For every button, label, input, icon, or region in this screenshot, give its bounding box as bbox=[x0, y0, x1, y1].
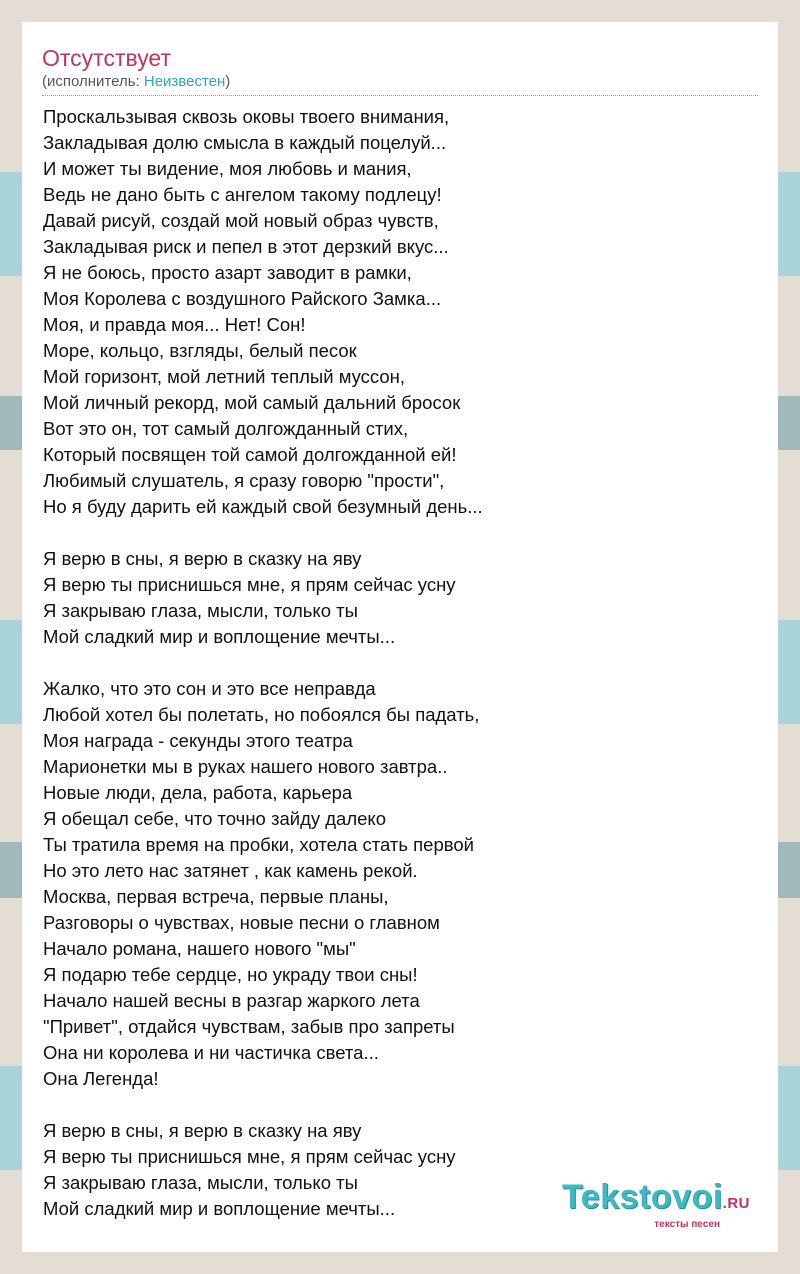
lyric-line: "Привет", отдайся чувствам, забыв про запреты bbox=[43, 1016, 455, 1037]
performer-line bbox=[42, 73, 230, 91]
lyric-line: Давай рисуй, создай мой новый образ чувств, bbox=[43, 210, 439, 231]
lyric-line: Жалко, что это сон и это все неправда bbox=[43, 678, 376, 699]
lyric-line: Любой хотел бы полетать, но побоялся бы падать, bbox=[43, 704, 480, 725]
lyric-line: Москва, первая встреча, первые планы, bbox=[43, 886, 389, 907]
lyric-line: Я закрываю глаза, мысли, только ты bbox=[43, 1172, 358, 1193]
lyric-line: Мой сладкий мир и воплощение мечты... bbox=[43, 626, 396, 647]
lyric-line: Ведь не дано быть с ангелом такому подлецу! bbox=[43, 184, 442, 205]
lyric-line: Начало нашей весны в разгар жаркого лета bbox=[43, 990, 420, 1011]
logo-subtitle: тексты песен bbox=[654, 1219, 720, 1230]
header-divider bbox=[42, 95, 758, 96]
lyric-line: Мой сладкий мир и воплощение мечты... bbox=[43, 1198, 396, 1219]
lyric-line: Любимый слушатель, я сразу говорю "прости", bbox=[43, 470, 445, 491]
lyric-line: Мой личный рекорд, мой самый дальний бросок bbox=[43, 392, 461, 413]
lyric-line: Проскальзывая сквозь оковы твоего внимания, bbox=[43, 106, 450, 127]
lyric-line: Она Легенда! bbox=[43, 1068, 159, 1089]
performer-suffix: ) bbox=[225, 73, 231, 90]
performer-name-link[interactable]: Неизвестен bbox=[143, 73, 226, 90]
lyrics-card bbox=[22, 22, 778, 1252]
lyric-line: Но это лето нас затянет , как камень рекой. bbox=[43, 860, 418, 881]
lyric-line: Разговоры о чувствах, новые песни о главном bbox=[43, 912, 440, 933]
lyrics-text bbox=[43, 104, 483, 1222]
logo-word: Tekstovoi bbox=[561, 1178, 723, 1216]
lyric-line: Вот это он, тот самый долгожданный стих, bbox=[43, 418, 409, 439]
lyric-line: Марионетки мы в руках нашего нового завтра.. bbox=[43, 756, 448, 777]
logo-tld: .RU bbox=[722, 1195, 750, 1212]
lyric-line: Я не боюсь, просто азарт заводит в рамки, bbox=[43, 262, 412, 283]
lyric-line: Я верю в сны, я верю в сказку на яву bbox=[43, 548, 362, 569]
lyric-line: Море, кольцо, взгляды, белый песок bbox=[43, 340, 357, 361]
lyric-line: Новые люди, дела, работа, карьера bbox=[43, 782, 353, 803]
lyric-line: Моя награда - секунды этого театра bbox=[43, 730, 353, 751]
stanza-gap bbox=[43, 520, 483, 546]
lyric-line: Она ни королева и ни частичка света... bbox=[43, 1042, 379, 1063]
lyric-line: Моя Королева с воздушного Райского Замка... bbox=[43, 288, 442, 309]
lyric-line: Я закрываю глаза, мысли, только ты bbox=[43, 600, 358, 621]
lyric-line: Я обещал себе, что точно зайду далеко bbox=[43, 808, 387, 829]
lyric-line: Я подарю тебе сердце, но украду твои сны! bbox=[43, 964, 418, 985]
stanza-gap bbox=[43, 650, 483, 676]
lyric-line: Моя, и правда моя... Нет! Сон! bbox=[43, 314, 306, 335]
lyric-line: Я верю ты приснишься мне, я прям сейчас усну bbox=[43, 1146, 456, 1167]
lyric-line: И может ты видение, моя любовь и мания, bbox=[43, 158, 412, 179]
lyric-line: Я верю ты приснишься мне, я прям сейчас усну bbox=[43, 574, 456, 595]
lyric-line: Ты тратила время на пробки, хотела стать первой bbox=[43, 834, 475, 855]
lyric-line: Закладывая долю смысла в каждый поцелуй... bbox=[43, 132, 447, 153]
lyric-line: Начало романа, нашего нового "мы" bbox=[43, 938, 356, 959]
lyric-line: Но я буду дарить ей каждый свой безумный день... bbox=[43, 496, 483, 517]
lyric-line: Закладывая риск и пепел в этот дерзкий вкус... bbox=[43, 236, 449, 257]
site-logo[interactable] bbox=[562, 1180, 750, 1230]
lyric-line: Я верю в сны, я верю в сказку на яву bbox=[43, 1120, 362, 1141]
logo-wordmark bbox=[562, 1180, 750, 1221]
stanza-gap bbox=[43, 1092, 483, 1118]
lyric-line: Который посвящен той самой долгожданной ей! bbox=[43, 444, 457, 465]
performer-prefix: (исполнитель: bbox=[42, 73, 144, 90]
song-title: Отсутствует bbox=[42, 45, 171, 71]
lyric-line: Мой горизонт, мой летний теплый муссон, bbox=[43, 366, 406, 387]
